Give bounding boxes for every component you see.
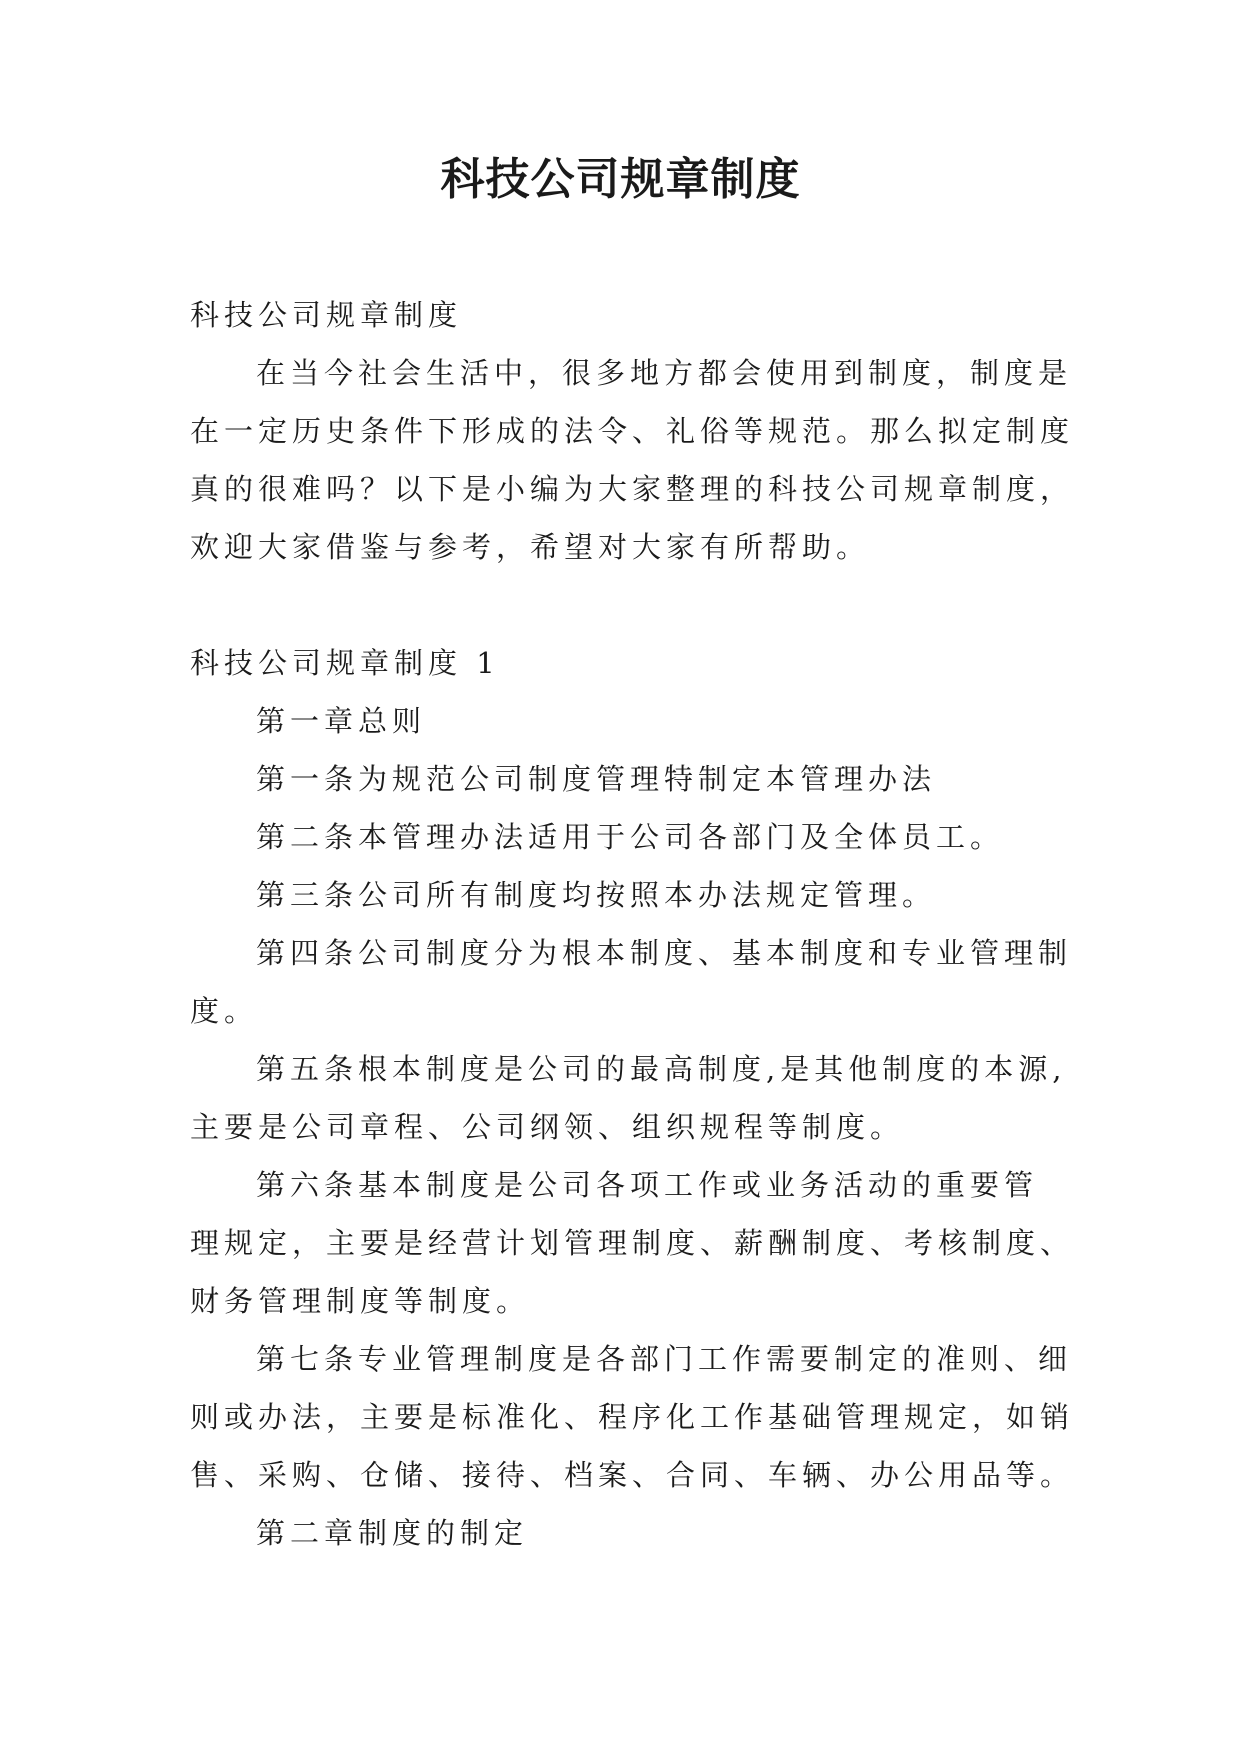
article-1: 第一条为规范公司制度管理特制定本管理办法 xyxy=(256,762,937,796)
article-4-line: 度。 xyxy=(190,994,259,1028)
article-7-line: 售、采购、仓储、接待、档案、合同、车辆、办公用品等。 xyxy=(190,1458,1075,1492)
document-title: 科技公司规章制度 xyxy=(440,154,801,205)
article-6-line: 理规定，主要是经营计划管理制度、薪酬制度、考核制度、 xyxy=(190,1226,1075,1260)
article-7-line: 则或办法，主要是标准化、程序化工作基础管理规定，如销 xyxy=(190,1400,1075,1434)
chapter-heading: 第一章总则 xyxy=(256,704,427,738)
article-5-line: 第五条根本制度是公司的最高制度,是其他制度的本源, xyxy=(256,1052,1067,1086)
intro-line: 欢迎大家借鉴与参考，希望对大家有所帮助。 xyxy=(190,530,871,564)
article-4-line: 第四条公司制度分为根本制度、基本制度和专业管理制 xyxy=(256,936,1073,970)
article-5-line: 主要是公司章程、公司纲领、组织规程等制度。 xyxy=(190,1110,905,1144)
article-3: 第三条公司所有制度均按照本办法规定管理。 xyxy=(256,878,937,912)
paragraph-gap xyxy=(190,576,1065,634)
section-heading: 科技公司规章制度 1 xyxy=(190,646,500,680)
intro-line: 在当今社会生活中，很多地方都会使用到制度，制度是 xyxy=(256,356,1073,390)
article-6-line: 财务管理制度等制度。 xyxy=(190,1284,531,1318)
intro-line: 在一定历史条件下形成的法令、礼俗等规范。那么拟定制度 xyxy=(190,414,1075,448)
chapter-heading: 第二章制度的制定 xyxy=(256,1516,529,1550)
article-7-line: 第七条专业管理制度是各部门工作需要制定的准则、细 xyxy=(256,1342,1073,1376)
article-6-line: 第六条基本制度是公司各项工作或业务活动的重要管 xyxy=(256,1168,1039,1202)
intro-line: 真的很难吗？以下是小编为大家整理的科技公司规章制度， xyxy=(190,472,1075,506)
document-subtitle: 科技公司规章制度 xyxy=(190,298,463,332)
document-body xyxy=(190,286,1075,1562)
article-2: 第二条本管理办法适用于公司各部门及全体员工。 xyxy=(256,820,1005,854)
